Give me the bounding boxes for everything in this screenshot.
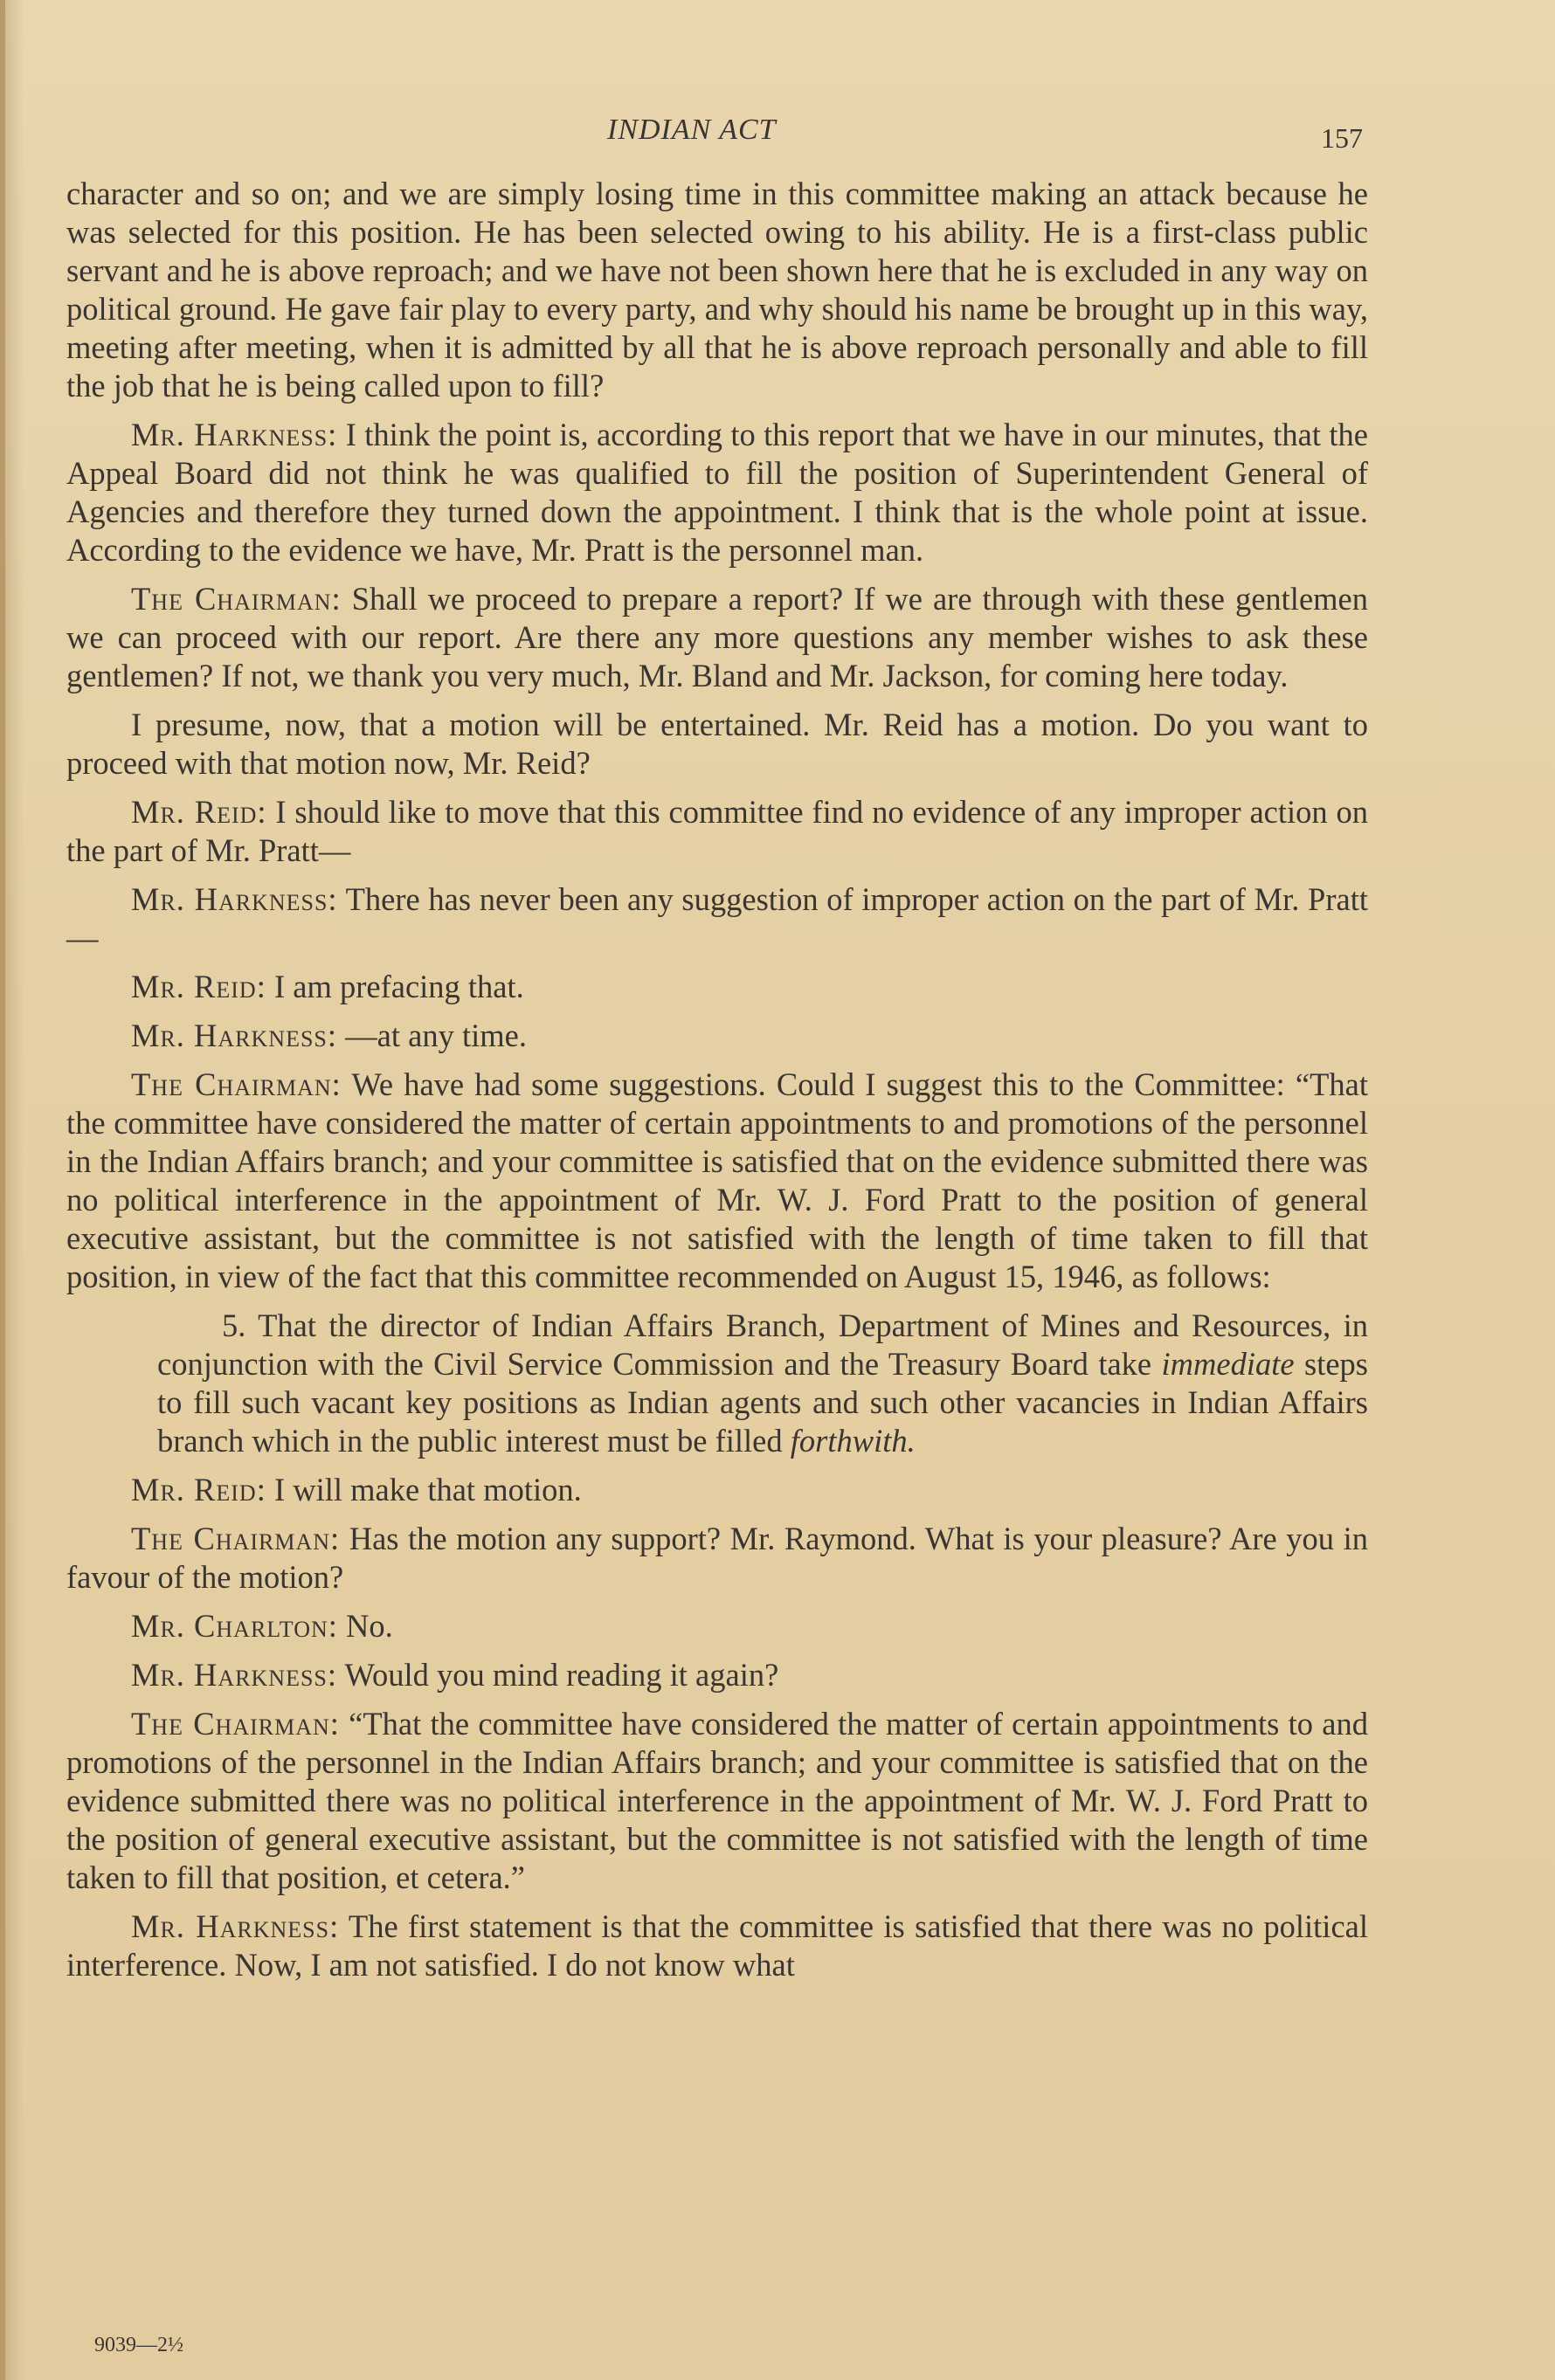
page-header [0,105,1555,157]
speaker-name: The Chairman: [131,1521,341,1556]
body-text [66,175,1368,1995]
paragraph-text: I should like to move that this committee find no evidence of any improper action on the part of Mr. Pratt— [66,794,1368,868]
speaker-name: Mr. Harkness: [131,417,338,452]
paragraph-text: I think the point is, according to this report that we have in our minutes, that the Appeal Board did not think he was qualified to fill the position of Superintendent General of Agencies and therefore they turned down the appointment. I think that is the whole point at issue. According to the evidence we have, Mr. Pratt is the personnel man. [66,417,1368,568]
block-quote [66,1307,1368,1460]
speaker-name: Mr. Harkness: [131,1908,340,1944]
paragraph [66,968,1368,1006]
paragraph [66,416,1368,569]
paragraph [66,1017,1368,1055]
paragraph [66,1471,1368,1509]
speaker-name: The Chairman: [131,1066,342,1102]
page-binding-edge [0,0,5,2380]
page-number: 157 [1321,122,1363,154]
speaker-name: Mr. Harkness: [131,881,338,917]
paragraph [66,1656,1368,1694]
paragraph [66,1607,1368,1645]
paragraph-text: I will make that motion. [266,1472,582,1507]
paragraph-text: The first statement is that the committee is satisfied that there was no political interference. Now, I am not satisfied. I do not know what [66,1908,1368,1983]
quote-text: 5. That the director of Indian Affairs Branch, Department of Mines and Resources, in conjunction with the Civil Service Commission and the Treasury Board take [157,1307,1368,1382]
speaker-name: Mr. Harkness: [131,1657,338,1693]
paragraph [66,1705,1368,1897]
paragraph [66,880,1368,957]
speaker-name: Mr. Charlton: [131,1608,338,1644]
paragraph [66,793,1368,870]
paragraph-text: Has the motion any support? Mr. Raymond. What is your pleasure? Are you in favour of the motion? [66,1521,1368,1595]
paragraph-text: —at any time. [337,1018,527,1053]
paragraph-text: No. [337,1608,393,1644]
paragraph [66,175,1368,405]
speaker-name: Mr. Reid: [131,1472,266,1507]
paragraph [66,1066,1368,1296]
paragraph [66,580,1368,695]
quote-text: steps to fill such vacant key positions as Indian agents and such other vacancies in Indian Affairs branch which in the public interest must be filled [157,1346,1368,1459]
paragraph-text: Would you mind reading it again? [337,1657,779,1693]
paragraph [66,1907,1368,1984]
paragraph-text: We have had some suggestions. Could I suggest this to the Committee: “That the committee have considered the matter of certain appointments to and promotions of the personnel in the Indian Affairs branch; and your committee is satisfied that on the evidence submitted there was no political interference in the appointment of Mr. W. J. Ford Pratt to the position of general executive assistant, but the committee is not satisfied with the length of time taken to fill that position, in view of the fact that this committee recommended on August 15, 1946, as follows: [66,1066,1368,1294]
paragraph-text: I presume, now, that a motion will be entertained. Mr. Reid has a motion. Do you want to proceed with that motion now, Mr. Reid? [66,707,1368,781]
running-title: INDIAN ACT [607,114,777,146]
speaker-name: The Chairman: [131,1706,340,1742]
speaker-name: Mr. Reid: [131,794,267,830]
quote-emphasis: immediate [1161,1346,1295,1382]
paragraph-text: Shall we proceed to prepare a report? If we are through with these gentlemen we can proceed with our report. Are there any more questions any member wishes to ask these gentlemen? If not, we thank you very much, Mr. Bland and Mr. Jackson, for coming here today. [66,581,1368,693]
printer-signature: 9039—2½ [94,2334,183,2356]
paragraph [66,1520,1368,1597]
speaker-name: Mr. Harkness: [131,1018,338,1053]
paragraph [66,706,1368,783]
paragraph-text: There has never been any suggestion of improper action on the part of Mr. Pratt— [66,881,1368,955]
quote-emphasis: forthwith. [790,1423,916,1459]
paragraph-text: I am prefacing that. [266,969,524,1004]
speaker-name: The Chairman: [131,581,342,617]
paragraph-text: character and so on; and we are simply losing time in this committee making an attack because he was selected for this position. He has been selected owing to his ability. He is a first-class public servant and he is above reproach; and we have not been shown here that he is excluded in any way on political ground. He gave fair play to every party, and why should his name be brought up in this way, meeting after meeting, when it is admitted by all that he is above reproach personally and able to fill the job that he is being called upon to fill? [66,176,1368,404]
paragraph-text: “That the committee have considered the matter of certain appointments to and promotions of the personnel in the Indian Affairs branch; and your committee is satisfied that on the evidence submitted there was no political interference in the appointment of Mr. W. J. Ford Pratt to the position of general executive assistant, but the committee is not satisfied with the length of time taken to fill that position, et cetera.” [66,1706,1368,1895]
speaker-name: Mr. Reid: [131,969,266,1004]
